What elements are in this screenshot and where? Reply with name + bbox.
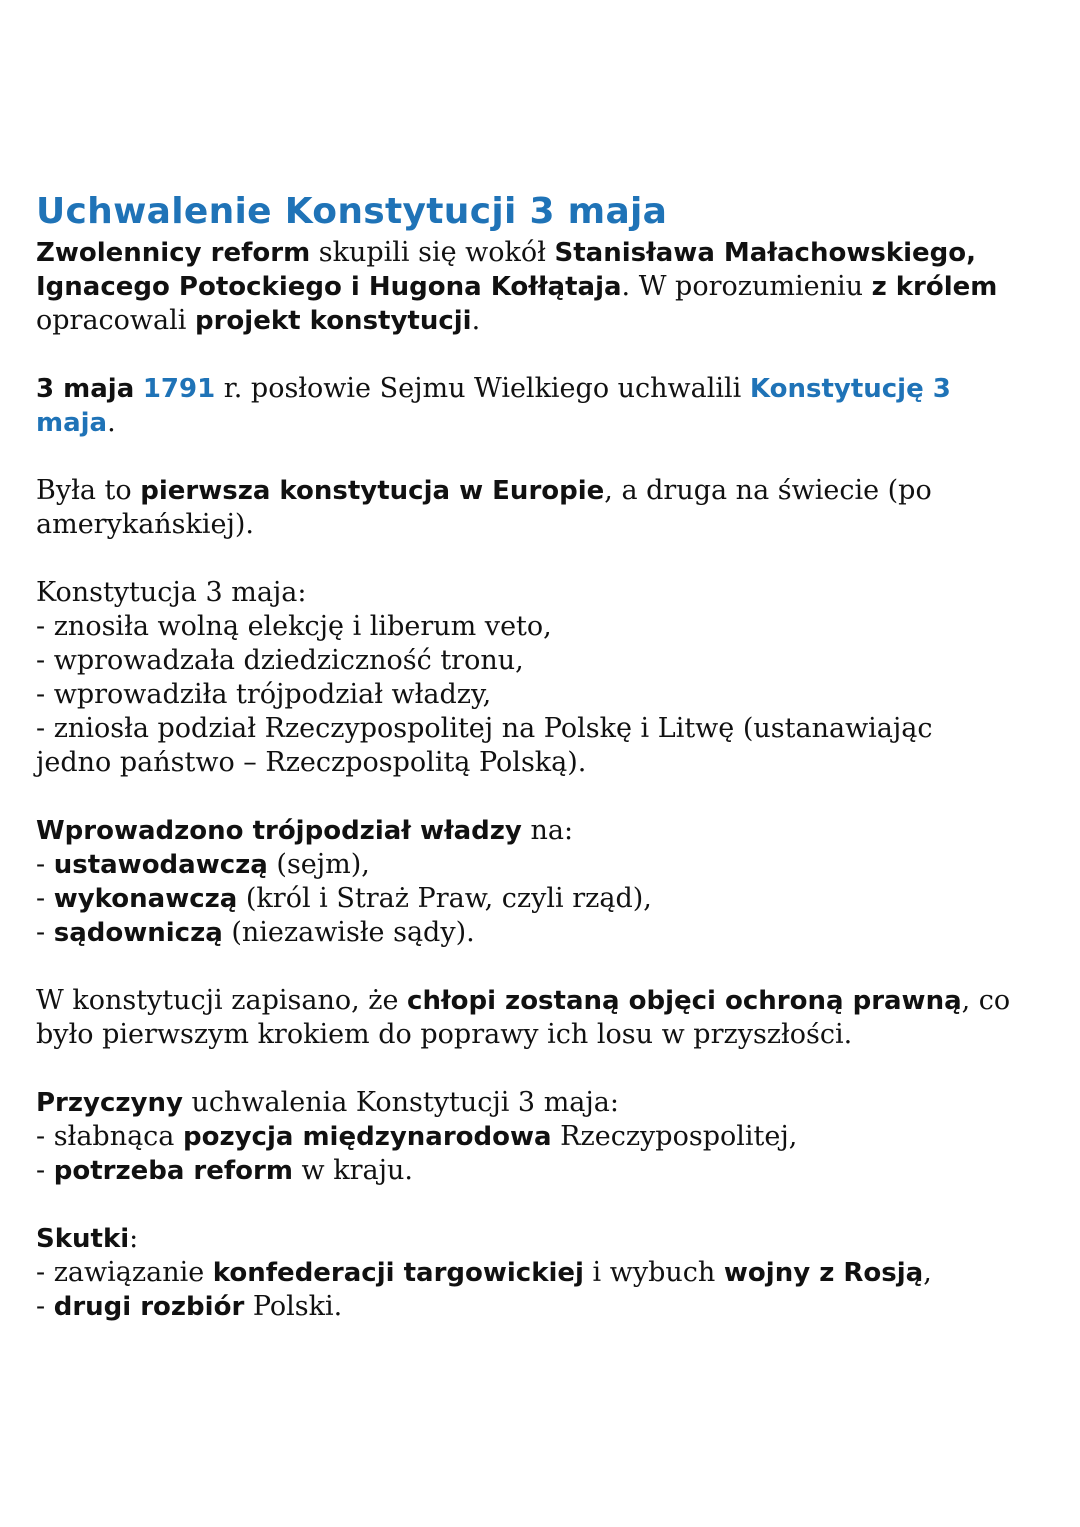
text: na: [521,815,574,846]
text: : [129,1223,139,1254]
constitution-highlight: maja [36,408,108,438]
list-item [36,916,1056,950]
list-item [36,848,1056,882]
paragraph-causes [36,1086,1056,1188]
text-bold: z królem [871,272,998,302]
paragraph-peasants [36,984,1056,1052]
text: . W porozumieniu [621,271,872,302]
text: , [923,1257,932,1288]
text: r. posłowie Sejmu Wielkiego uchwalili [215,373,750,404]
list-item [36,1120,1056,1154]
list-item [36,1256,1056,1290]
text: (niezawisłe sądy). [222,917,475,948]
text: (sejm), [267,849,370,880]
text-bold: projekt konstytucji [194,306,472,336]
text-bold: Stanisława Małachowskiego, [554,238,976,268]
text: Rzeczypospolitej, [551,1121,798,1152]
text: skupili się wokół [310,237,555,268]
text-bold: potrzeba reform [53,1156,293,1186]
list-heading: Konstytucja 3 maja: [36,577,307,608]
document-page [36,190,1056,1358]
text: - [36,1291,54,1322]
paragraph-reformers [36,236,1056,338]
text-bold: Wprowadzono trójpodział władzy [36,816,522,846]
list-item: - zniosła podział Rzeczypospolitej na Polskę i Litwę (ustanawiając [36,713,933,744]
text-bold: wykonawczą [53,884,238,914]
text: amerykańskiej). [36,509,255,540]
text: , a druga na świecie (po [604,475,932,506]
text-bold: drugi rozbiór [53,1292,245,1322]
paragraph-adoption [36,372,1056,440]
text: - [36,849,54,880]
text-bold: Zwolennicy reform [36,238,311,268]
text: opracowali [36,305,195,336]
text: było pierwszym krokiem do poprawy ich losu w przyszłości. [36,1019,853,1050]
text-bold: chłopi zostaną objęci ochroną prawną [407,986,962,1016]
text: W konstytucji zapisano, że [36,985,408,1016]
paragraph-first-in-europe [36,474,1056,542]
text: - [36,1155,54,1186]
text: - słabnąca [36,1121,183,1152]
text: Polski. [244,1291,343,1322]
text: uchwalenia Konstytucji 3 maja: [182,1087,619,1118]
text-bold: Ignacego Potockiego i Hugona Kołłątaja [36,272,622,302]
text-bold: ustawodawczą [53,850,268,880]
text: . [107,407,116,438]
list-item [36,882,1056,916]
text-bold: konfederacji targowickiej [212,1258,584,1288]
list-item: - wprowadziła trójpodział władzy, [36,679,492,710]
paragraph-effects [36,1222,1056,1324]
text: w kraju. [292,1155,413,1186]
text-bold: sądowniczą [53,918,223,948]
text-bold: wojny z Rosją [723,1258,924,1288]
text-bold: pierwsza konstytucja w Europie [140,476,605,506]
list-item [36,1154,1056,1188]
text: - [36,883,54,914]
text: . [471,305,481,336]
list-item [36,1290,1056,1324]
page-title: Uchwalenie Konstytucji 3 maja [36,191,668,232]
text: - zawiązanie [36,1257,213,1288]
text-bold: pozycja międzynarodowa [182,1122,552,1152]
text: i wybuch [583,1257,724,1288]
constitution-highlight: Konstytucję 3 [749,374,951,404]
list-item: - znosiła wolną elekcję i liberum veto, [36,611,552,642]
list-item: - wprowadzała dziedziczność tronu, [36,645,524,676]
paragraph-separation-of-powers [36,814,1056,950]
text: (król i Straż Praw, czyli rząd), [237,883,652,914]
year-highlight: 1791 [142,374,216,404]
text: Była to [36,475,141,506]
text-bold: 3 maja [36,374,135,404]
text: , co [961,985,1011,1016]
text-bold: Skutki [36,1224,130,1254]
text: - [36,917,54,948]
text-bold: Przyczyny [36,1088,183,1118]
paragraph-constitution-provisions [36,576,1056,780]
list-item: jedno państwo – Rzeczpospolitą Polską). [36,747,587,778]
